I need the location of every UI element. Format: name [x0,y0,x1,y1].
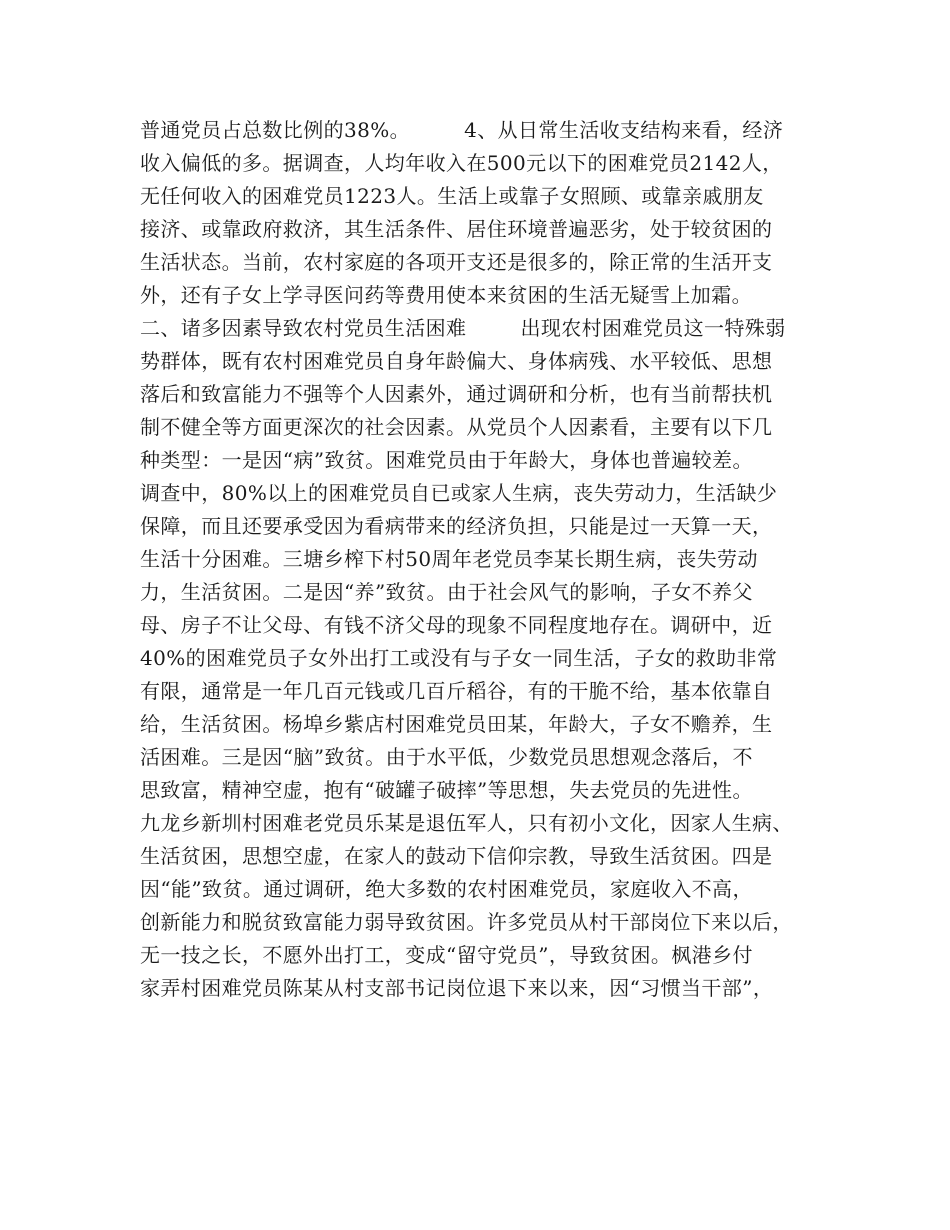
text-line: 有限，通常是一年几百元钱或几百斤稻谷，有的干脆不给，基本依靠自 [140,679,773,703]
text-line: 生活贫困，思想空虚，在家人的鼓动下信仰宗教，导致生活贫困。四是 [140,844,773,868]
text-line: 母、房子不让父母、有钱不济父母的现象不同程度地存在。调研中，近 [140,613,773,637]
text-line: 调查中，80%以上的困难党员自已或家人生病，丧失劳动力，生活缺少 [140,481,778,505]
text-line: 活困难。三是因“脑”致贫。由于水平低，少数党员思想观念落后，不 [140,745,753,769]
text-line: 外，还有子女上学寻医问药等费用使本来贫困的生活无疑雪上加霜。 [140,283,752,307]
text-line: 接济、或靠政府救济，其生活条件、居住环境普遍恶劣，处于较贫困的 [140,217,773,241]
text-line: 力，生活贫困。二是因“养”致贫。由于社会风气的影响，子女不养父 [140,580,753,604]
text-line: 生活状态。当前，农村家庭的各项开支还是很多的，除正常的生活开支 [140,250,773,274]
text-line: 势群体，既有农村困难党员自身年龄偏大、身体病残、水平较低、思想 [140,349,773,373]
text-line: 无任何收入的困难党员1223人。生活上或靠子女照顾、或靠亲戚朋友 [140,184,764,208]
text-line: 收入偏低的多。据调查，人均年收入在500元以下的困难党员2142人， [140,151,783,175]
text-line: 种类型：一是因“病”致贫。困难党员由于年龄大，身体也普遍较差。 [140,448,753,472]
text-line: 家弄村困难党员陈某从村支部书记岗位退下来以来，因“习惯当干部”， [140,976,774,1000]
text-line: 九龙乡新圳村困难老党员乐某是退伍军人，只有初小文化，因家人生病、 [140,811,793,835]
text-line: 生活十分困难。三塘乡榨下村50周年老党员李某长期生病，丧失劳动 [140,547,758,571]
text-line: 制不健全等方面更深次的社会因素。从党员个人因素看，主要有以下几 [140,415,773,439]
text-line: 保障，而且还要承受因为看病带来的经济负担，只能是过一天算一天， [140,514,773,538]
text-line: 普通党员占总数比例的38%。 4、从日常生活收支结构来看，经济 [140,118,784,142]
text-line: 创新能力和脱贫致富能力弱导致贫困。许多党员从村干部岗位下来以后， [140,910,793,934]
text-line: 思致富，精神空虚，抱有“破罐子破摔”等思想，失去党员的先进性。 [140,778,753,802]
text-line: 无一技之长，不愿外出打工，变成“留守党员”，导致贫困。枫港乡付 [140,943,753,967]
section-heading-line: 二、诸多因素导致农村党员生活困难 出现农村困难党员这一特殊弱 [140,316,786,340]
text-line: 落后和致富能力不强等个人因素外，通过调研和分析，也有当前帮扶机 [140,382,773,406]
text-line: 给，生活贫困。杨埠乡紫店村困难党员田某，年龄大，子女不赡养，生 [140,712,773,736]
body-text [140,114,830,1005]
text-line: 因“能”致贫。通过调研，绝大多数的农村困难党员，家庭收入不高， [140,877,753,901]
text-line: 40%的困难党员子女外出打工或没有与子女一同生活，子女的救助非常 [140,646,778,670]
